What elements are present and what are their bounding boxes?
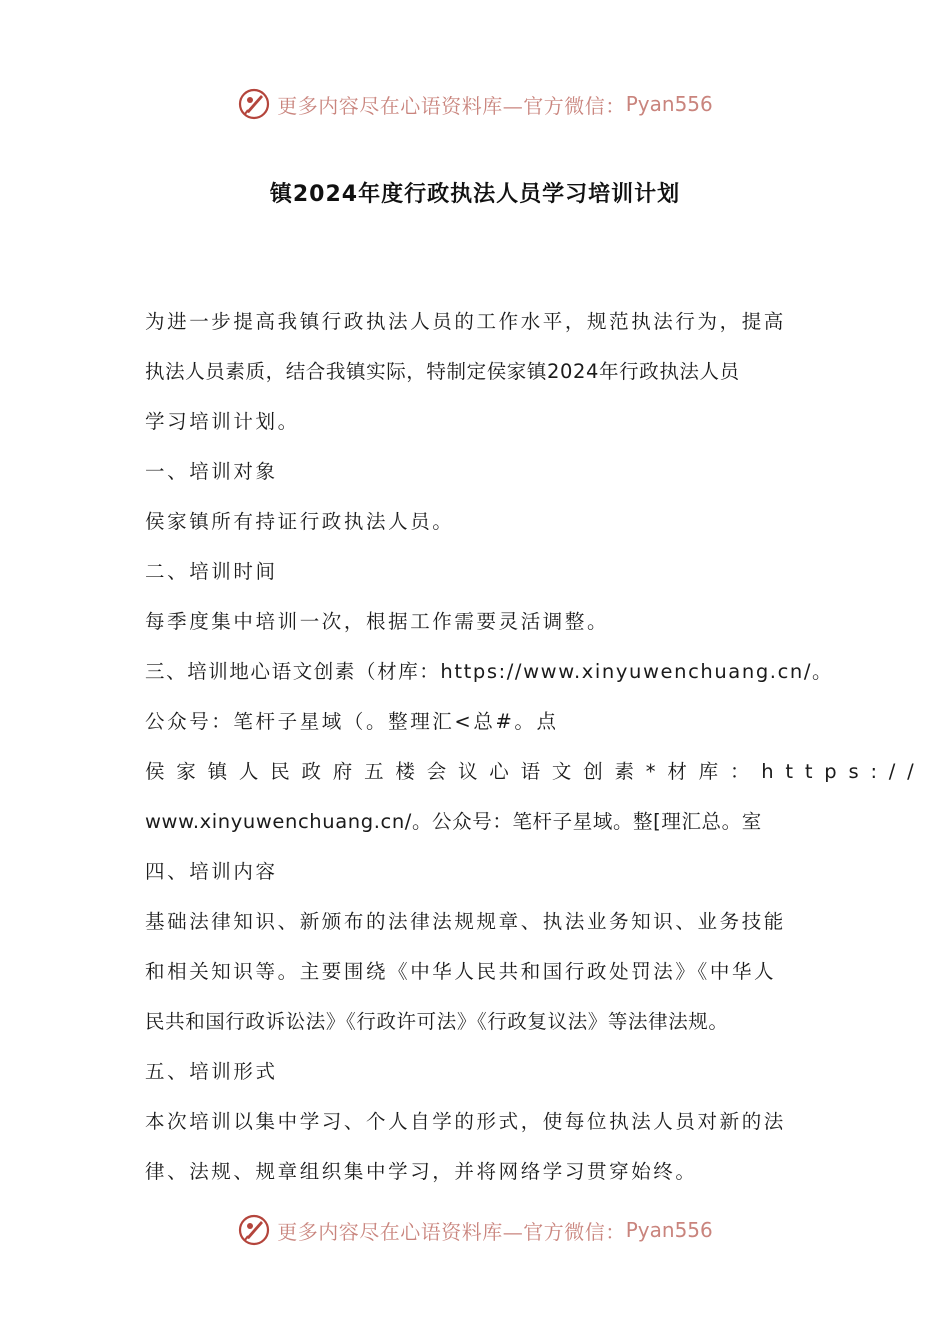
section-heading: 三、培训地心语文创素（材库：https://www.xinyuwenchuang.cn/。 [145, 660, 834, 683]
section-heading: 一、培训对象 [145, 460, 278, 483]
document-body [145, 297, 926, 1197]
body-line: 基础法律知识、新颁布的法律法规规章、执法业务知识、业务技能 [145, 910, 786, 933]
section-heading: 五、培训形式 [145, 1060, 278, 1083]
quill-logo-icon [237, 1213, 271, 1247]
body-line: www.xinyuwenchuang.cn/。公众号：笔杆子星域。整[理汇总。室 [145, 810, 762, 833]
body-line: 公众号：笔杆子星域（。整理汇<总#。点 [145, 710, 559, 733]
body-line: 侯家镇人民政府五楼会议心语文创素*材库：https:// [145, 760, 926, 783]
body-line: 为进一步提高我镇行政执法人员的工作水平，规范执法行为，提高 [145, 310, 786, 333]
section-heading: 二、培训时间 [145, 560, 278, 583]
document-title: 镇2024年度行政执法人员学习培训计划 [269, 182, 681, 207]
body-line: 本次培训以集中学习、个人自学的形式，使每位执法人员对新的法 [145, 1110, 786, 1133]
watermark-text: 更多内容尽在心语资料库—官方微信： [277, 1219, 626, 1244]
body-line: 律、法规、规章组织集中学习，并将网络学习贯穿始终。 [145, 1160, 698, 1183]
header-watermark [0, 84, 950, 124]
footer-watermark [0, 1210, 950, 1250]
body-line: 每季度集中培训一次，根据工作需要灵活调整。 [145, 610, 610, 633]
body-line: 执法人员素质，结合我镇实际，特制定侯家镇2024年行政执法人员 [145, 360, 740, 383]
watermark-text: 更多内容尽在心语资料库—官方微信： [277, 93, 626, 118]
quill-logo-icon [237, 87, 271, 121]
body-line: 侯家镇所有持证行政执法人员。 [145, 510, 455, 533]
section-heading: 四、培训内容 [145, 860, 278, 883]
body-line: 民共和国行政诉讼法》《行政许可法》《行政复议法》等法律法规。 [145, 1010, 729, 1033]
watermark-wechat-id: Pyan556 [625, 1218, 713, 1242]
watermark-wechat-id: Pyan556 [625, 92, 713, 116]
body-line: 和相关知识等。主要围绕《中华人民共和国行政处罚法》《中华人 [145, 960, 777, 983]
body-line: 学习培训计划。 [145, 410, 300, 433]
